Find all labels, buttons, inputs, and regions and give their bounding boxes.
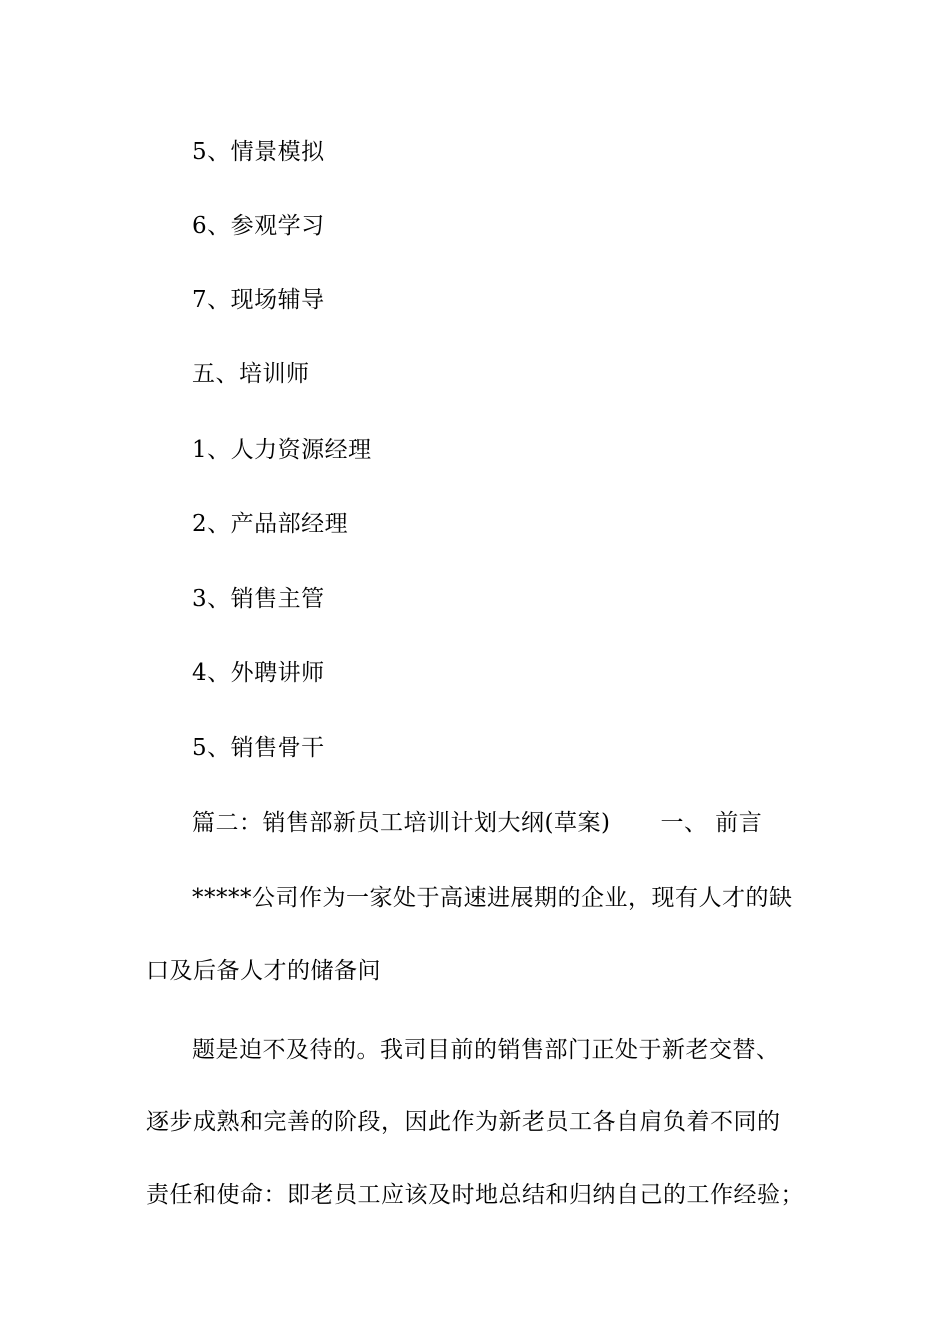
list-item: 7、现场辅导: [192, 287, 325, 313]
list-item: 6、参观学习: [192, 213, 325, 239]
list-item: 5、销售骨干: [192, 735, 325, 761]
paragraph-line: 口及后备人才的储备问: [146, 958, 381, 984]
section-title: 一、 前言: [660, 810, 763, 836]
paragraph-line: *****公司作为一家处于高速进展期的企业，现有人才的缺: [192, 885, 793, 911]
section-heading: 五、培训师: [192, 361, 310, 387]
paragraph-line: 题是迫不及待的。我司目前的销售部门正处于新老交替、: [192, 1037, 780, 1063]
list-item: 1、人力资源经理: [192, 437, 372, 463]
list-item: 5、情景模拟: [192, 139, 325, 165]
paragraph-line: 逐步成熟和完善的阶段，因此作为新老员工各自肩负着不同的: [146, 1109, 781, 1135]
paragraph-line: 责任和使命：即老员工应该及时地总结和归纳自己的工作经验；: [146, 1182, 804, 1208]
list-item: 3、销售主管: [192, 586, 325, 612]
chapter-title: 篇二：销售部新员工培训计划大纲(草案): [192, 810, 611, 836]
chapter-heading-line: [192, 808, 762, 838]
list-item: 4、外聘讲师: [192, 660, 325, 686]
list-item: 2、产品部经理: [192, 511, 349, 537]
